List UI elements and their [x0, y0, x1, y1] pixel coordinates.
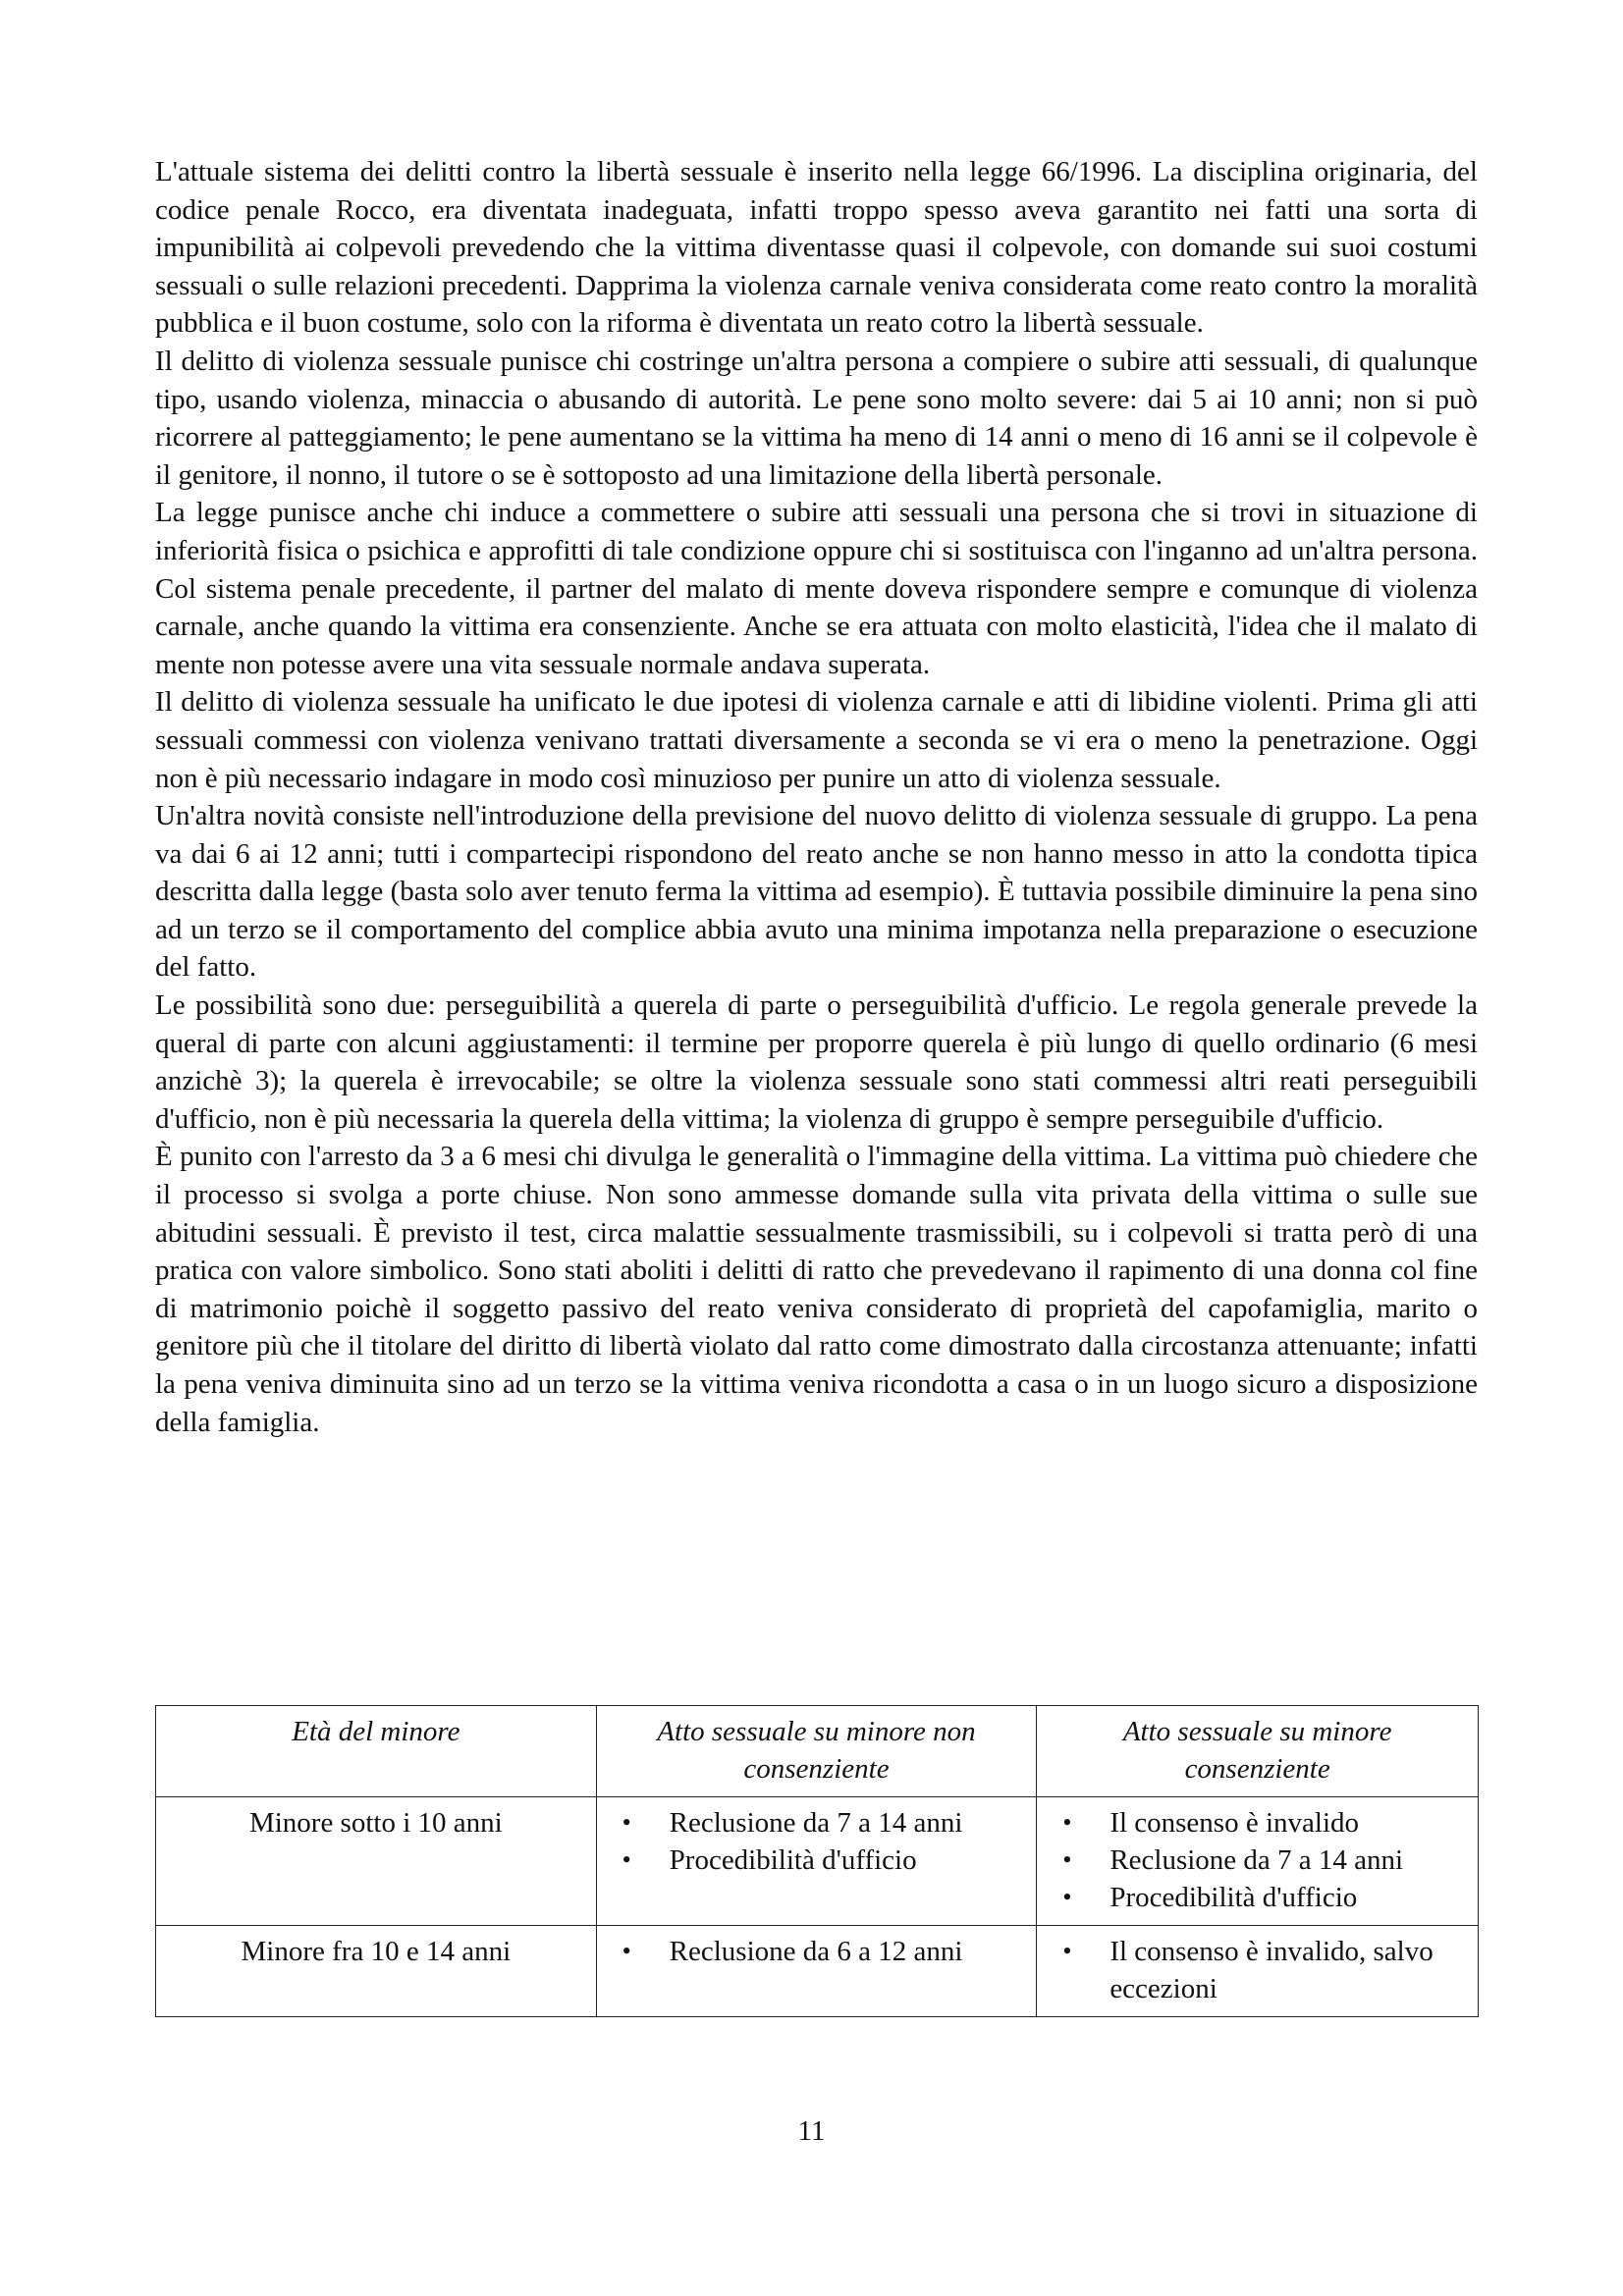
paragraph: Le possibilità sono due: perseguibilità a querela di parte o perseguibilità d'ufficio. Le regola generale prevede la queral di parte con alcuni aggiustamenti: il termine per proporre querela è più lungo di quello ordinario (6 mesi anzichè 3); la querela è irrevocabile; se oltre la violenza sessuale sono stati commessi altri reati perseguibili d'ufficio, non è più necessaria la querela della vittima; la violenza di gruppo è sempre perseguibile d'ufficio.	[155, 989, 1478, 1135]
page-number: 11	[797, 2115, 826, 2147]
paragraph: Il delitto di violenza sessuale ha unificato le due ipotesi di violenza carnale e atti di libidine violenti. Prima gli atti sessuali commessi con violenza venivano trattati diversamente a seconda se vi era o meno la penetrazione. Oggi non è più necessario indagare in modo così minuzioso per punire un atto di violenza sessuale.	[155, 686, 1478, 794]
non-consenziente-cell	[596, 1797, 1037, 1926]
bullet-icon: •	[1062, 1845, 1072, 1874]
table-row	[156, 1797, 1479, 1926]
header-consenziente: Atto sessuale su minore consenziente	[1037, 1706, 1479, 1797]
list-item-text: Reclusione da 7 a 14 anni	[1109, 1844, 1404, 1876]
paragraph: L'attuale sistema dei delitti contro la libertà sessuale è inserito nella legge 66/1996. La disciplina originaria, del codice penale Rocco, era diventata inadeguata, infatti troppo spesso aveva garantito nei fatti una sorta di impunibilità ai colpevoli prevedendo che la vittima diventasse quasi il colpevole, con domande sui suoi costumi sessuali o sulle relazioni precedenti. Dapprima la violenza carnale veniva considerata come reato contro la moralità pubblica e il buon costume, solo con la riforma è diventata un reato cotro la libertà sessuale.	[155, 156, 1478, 340]
list-item-text: Reclusione da 7 a 14 anni	[669, 1807, 963, 1839]
list-item-text: Il consenso è invalido	[1109, 1807, 1360, 1839]
bullet-icon: •	[622, 1808, 631, 1837]
age-cell: Minore sotto i 10 anni	[156, 1797, 597, 1926]
list-item	[622, 1933, 1025, 1970]
non-consenziente-cell	[596, 1926, 1037, 2017]
table-row	[156, 1926, 1479, 2017]
consenziente-cell	[1037, 1797, 1479, 1926]
bullet-list	[609, 1804, 1025, 1879]
bullet-icon: •	[1062, 1883, 1072, 1911]
paragraph: La legge punisce anche chi induce a commettere o subire atti sessuali una persona che si trovi in situazione di inferiorità fisica o psichica e approfitti di tale condizione oppure chi si sostituisca con l'inganno ad un'altra persona. Col sistema penale precedente, il partner del malato di mente doveva rispondere sempre e comunque di violenza carnale, anche quando la vittima era consenziente. Anche se era attuata con molto elasticità, l'idea che il malato di mente non potesse avere una vita sessuale normale andava superata.	[155, 497, 1478, 680]
list-item	[1062, 1933, 1466, 2007]
paragraph: Un'altra novità consiste nell'introduzione della previsione del nuovo delitto di violenza sessuale di gruppo. La pena va dai 6 ai 12 anni; tutti i compartecipi rispondono del reato anche se non hanno messo in atto la condotta tipica descritta dalla legge (basta solo aver tenuto ferma la vittima ad esempio). È tuttavia possibile diminuire la pena sino ad un terzo se il comportamento del complice abbia avuto una minima impotanza nella preparazione o esecuzione del fatto.	[155, 800, 1478, 984]
table-header-row	[156, 1706, 1479, 1797]
paragraph: Il delitto di violenza sessuale punisce chi costringe un'altra persona a compiere o subire atti sessuali, di qualunque tipo, usando violenza, minaccia o abusando di autorità. Le pene sono molto severe: dai 5 ai 10 anni; non si può ricorrere al patteggiamento; le pene aumentano se la vittima ha meno di 14 anni o meno di 16 anni se il colpevole è il genitore, il nonno, il tutore o se è sottoposto ad una limitazione della libertà personale.	[155, 345, 1478, 491]
header-non-consenziente: Atto sessuale su minore non consenziente	[596, 1706, 1037, 1797]
list-item	[1062, 1842, 1466, 1879]
list-item	[622, 1804, 1025, 1842]
bullet-icon: •	[1062, 1808, 1072, 1837]
bullet-list	[1049, 1933, 1466, 2007]
consenziente-cell	[1037, 1926, 1479, 2017]
bullet-list	[609, 1933, 1025, 1970]
list-item	[622, 1842, 1025, 1879]
list-item	[1062, 1879, 1466, 1916]
list-item-text: Reclusione da 6 a 12 anni	[669, 1936, 963, 1967]
bullet-icon: •	[622, 1937, 631, 1965]
header-eta-minore: Età del minore	[156, 1706, 597, 1797]
list-item	[1062, 1804, 1466, 1842]
paragraph: È punito con l'arresto da 3 a 6 mesi chi divulga le generalità o l'immagine della vittima. La vittima può chiedere che il processo si svolga a porte chiuse. Non sono ammesse domande sulla vita privata della vittima o sulle sue abitudini sessuali. È previsto il test, circa malattie sessualmente trasmissibili, su i colpevoli si tratta però di una pratica con valore simbolico. Sono stati aboliti i delitti di ratto che prevedevano il rapimento di una donna col fine di matrimonio poichè il soggetto passivo del reato veniva considerato di proprietà del capofamiglia, marito o genitore più che il titolare del diritto di libertà violato dal ratto come dimostrato dalla circostanza attenuante; infatti la pena veniva diminuita sino ad un terzo se la vittima veniva ricondotta a casa o in un luogo sicuro a disposizione della famiglia.	[155, 1141, 1478, 1438]
list-item-text: Il consenso è invalido, salvo eccezioni	[1109, 1936, 1434, 2004]
list-item-text: Procedibilità d'ufficio	[1109, 1882, 1358, 1913]
body-text	[155, 153, 1478, 1441]
minor-age-table	[155, 1705, 1479, 2017]
list-item-text: Procedibilità d'ufficio	[669, 1844, 917, 1876]
age-cell: Minore fra 10 e 14 anni	[156, 1926, 597, 2017]
bullet-icon: •	[622, 1845, 631, 1874]
bullet-list	[1049, 1804, 1466, 1916]
bullet-icon: •	[1062, 1937, 1072, 1965]
